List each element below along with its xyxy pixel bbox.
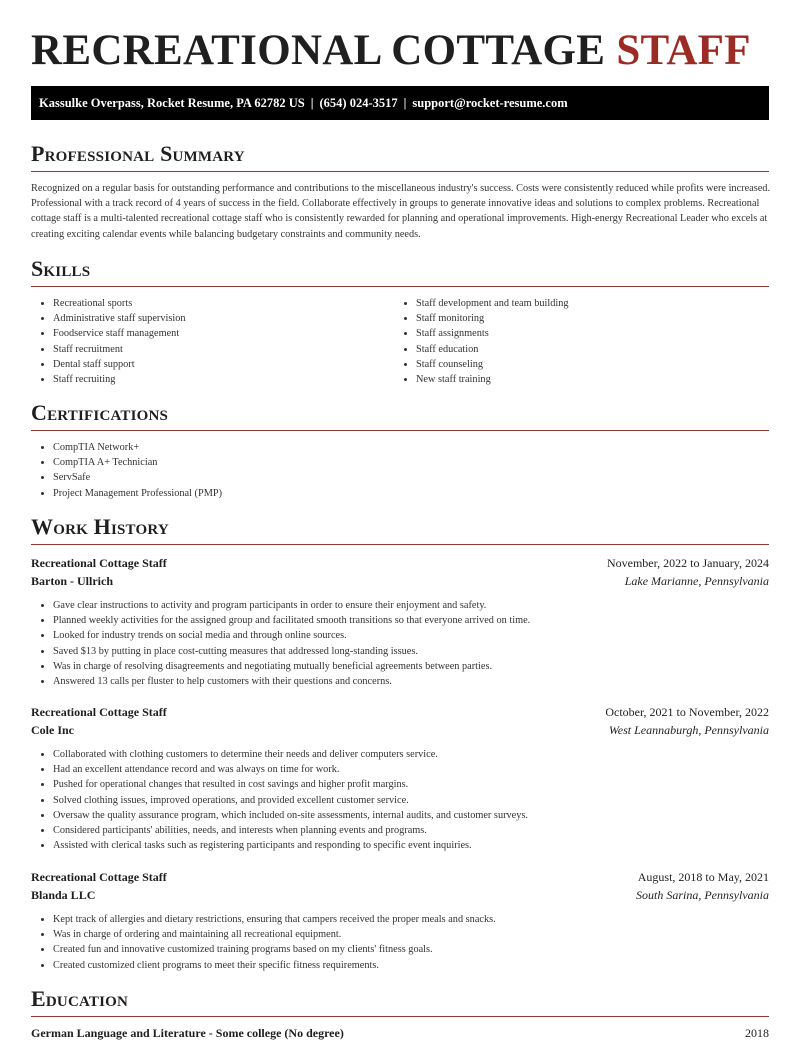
job-title: Recreational Cottage Staff	[31, 870, 167, 884]
job-bullet: • Looked for industry trends on social media and through online sources.	[53, 628, 793, 643]
certification-item: • CompTIA A+ Technician	[53, 455, 753, 470]
job-location: West Leannaburgh, Pennsylvania	[608, 723, 769, 737]
education-heading: Education	[31, 986, 769, 1017]
job-bullet: • Kept track of allergies and dietary restrictions, ensuring that campers received the proper meals and snacks.	[53, 912, 793, 927]
job-bullet: • Assisted with clerical tasks such as registering participants and responding to specific event inquiries.	[53, 838, 793, 853]
job-bullet: • Collaborated with clothing customers to determine their needs and deliver computers service.	[53, 747, 793, 762]
job-bullet: • Was in charge of ordering and maintaining all recreational equipment.	[53, 927, 793, 942]
work-history-heading: Work History	[31, 514, 769, 545]
skill-item: • Recreational sports	[53, 296, 393, 311]
name-main: RECREATIONAL COTTAGE	[31, 27, 606, 74]
job-bullet: • Saved $13 by putting in place cost-cutting measures that addressed long-standing issues.	[53, 644, 793, 659]
job-bullet: • Considered participants' abilities, needs, and interests when planning events and programs.	[53, 823, 793, 838]
skills-heading: Skills	[31, 256, 769, 287]
skill-item: • Staff counseling	[416, 357, 776, 372]
skill-item: • Staff recruitment	[53, 342, 393, 357]
job-bullet: • Gave clear instructions to activity and program participants in order to ensure their enjoyment and safety.	[53, 598, 793, 613]
contact-bar	[31, 86, 769, 120]
job-bullet: • Solved clothing issues, improved operations, and provided excellent customer service.	[53, 793, 793, 808]
skill-item: • Administrative staff supervision	[53, 311, 393, 326]
skill-item: • New staff training	[416, 372, 776, 387]
job-dates: November, 2022 to January, 2024	[606, 556, 769, 570]
skill-item: • Staff recruiting	[53, 372, 393, 387]
summary-heading: Professional Summary	[31, 141, 769, 172]
job-bullet: • Pushed for operational changes that resulted in cost savings and higher profit margins.	[53, 777, 793, 792]
skill-item: • Staff assignments	[416, 326, 776, 341]
skill-item: • Staff development and team building	[416, 296, 776, 311]
certification-item: • CompTIA Network+	[53, 440, 753, 455]
job-bullets	[31, 598, 793, 689]
job-bullet: • Was in charge of resolving disagreements and negotiating mutually beneficial agreements between parties.	[53, 659, 793, 674]
job-location: Lake Marianne, Pennsylvania	[624, 574, 769, 588]
certifications-heading: Certifications	[31, 400, 769, 431]
skill-item: • Foodservice staff management	[53, 326, 393, 341]
job-bullet: • Had an excellent attendance record and was always on time for work.	[53, 762, 793, 777]
job-bullet: • Oversaw the quality assurance program, which included on-site assessments, internal audits, and customer surveys.	[53, 808, 793, 823]
job-title: Recreational Cottage Staff	[31, 705, 167, 719]
job-dates: October, 2021 to November, 2022	[605, 705, 769, 719]
contact-email[interactable]: support@rocket-resume.com	[412, 96, 568, 110]
job-company: Barton - Ullrich	[31, 574, 113, 588]
skills-list-right	[394, 296, 776, 387]
name-accent: STAFF	[616, 27, 751, 74]
contact-address: Kassulke Overpass, Rocket Resume, PA 62782 US	[39, 96, 305, 110]
job-bullets	[31, 747, 793, 853]
certification-item: • Project Management Professional (PMP)	[53, 486, 753, 501]
job-bullet: • Planned weekly activities for the assigned group and facilitated smooth transitions so that everyone arrived on time.	[53, 613, 793, 628]
education-degree: German Language and Literature - Some college (No degree)	[31, 1026, 344, 1040]
job-bullet: • Created customized client programs to meet their specific fitness requirements.	[53, 958, 793, 973]
skill-item: • Staff education	[416, 342, 776, 357]
job-company: Blanda LLC	[31, 888, 96, 902]
certifications-list	[31, 440, 753, 501]
job-dates: August, 2018 to May, 2021	[637, 870, 769, 884]
summary-text: Recognized on a regular basis for outstanding performance and contributions to the miscellaneous industry's success. Costs were consistently reduced while profits were increased. Professional with a track record of 4 years of success in the field. Collaborate effectively in groups to generate innovative ideas and solutions to complex problems. Recreational cottage staff is a multi-talented recreational cottage staff who is consistently rewarded for planning and operational improvements. High-energy Recreational Leader who excels at creating exciting calendar events while balancing budgetary constraints and community needs.	[31, 183, 771, 240]
applicant-name	[31, 26, 751, 76]
job-bullet: • Created fun and innovative customized training programs based on my clients' fitness goals.	[53, 942, 793, 957]
contact-phone: (654) 024-3517	[319, 96, 398, 110]
skill-item: • Dental staff support	[53, 357, 393, 372]
contact-separator: |	[403, 96, 407, 110]
job-location: South Sarina, Pennsylvania	[636, 888, 769, 902]
job-bullet: • Answered 13 calls per fluster to help customers with their questions and concerns.	[53, 674, 793, 689]
education-year: 2018	[745, 1026, 769, 1040]
skills-list-left	[31, 296, 393, 387]
skill-item: • Staff monitoring	[416, 311, 776, 326]
job-company: Cole Inc	[31, 723, 74, 737]
contact-separator: |	[310, 96, 314, 110]
certification-item: • ServSafe	[53, 470, 753, 485]
job-title: Recreational Cottage Staff	[31, 556, 167, 570]
job-bullets	[31, 912, 793, 973]
